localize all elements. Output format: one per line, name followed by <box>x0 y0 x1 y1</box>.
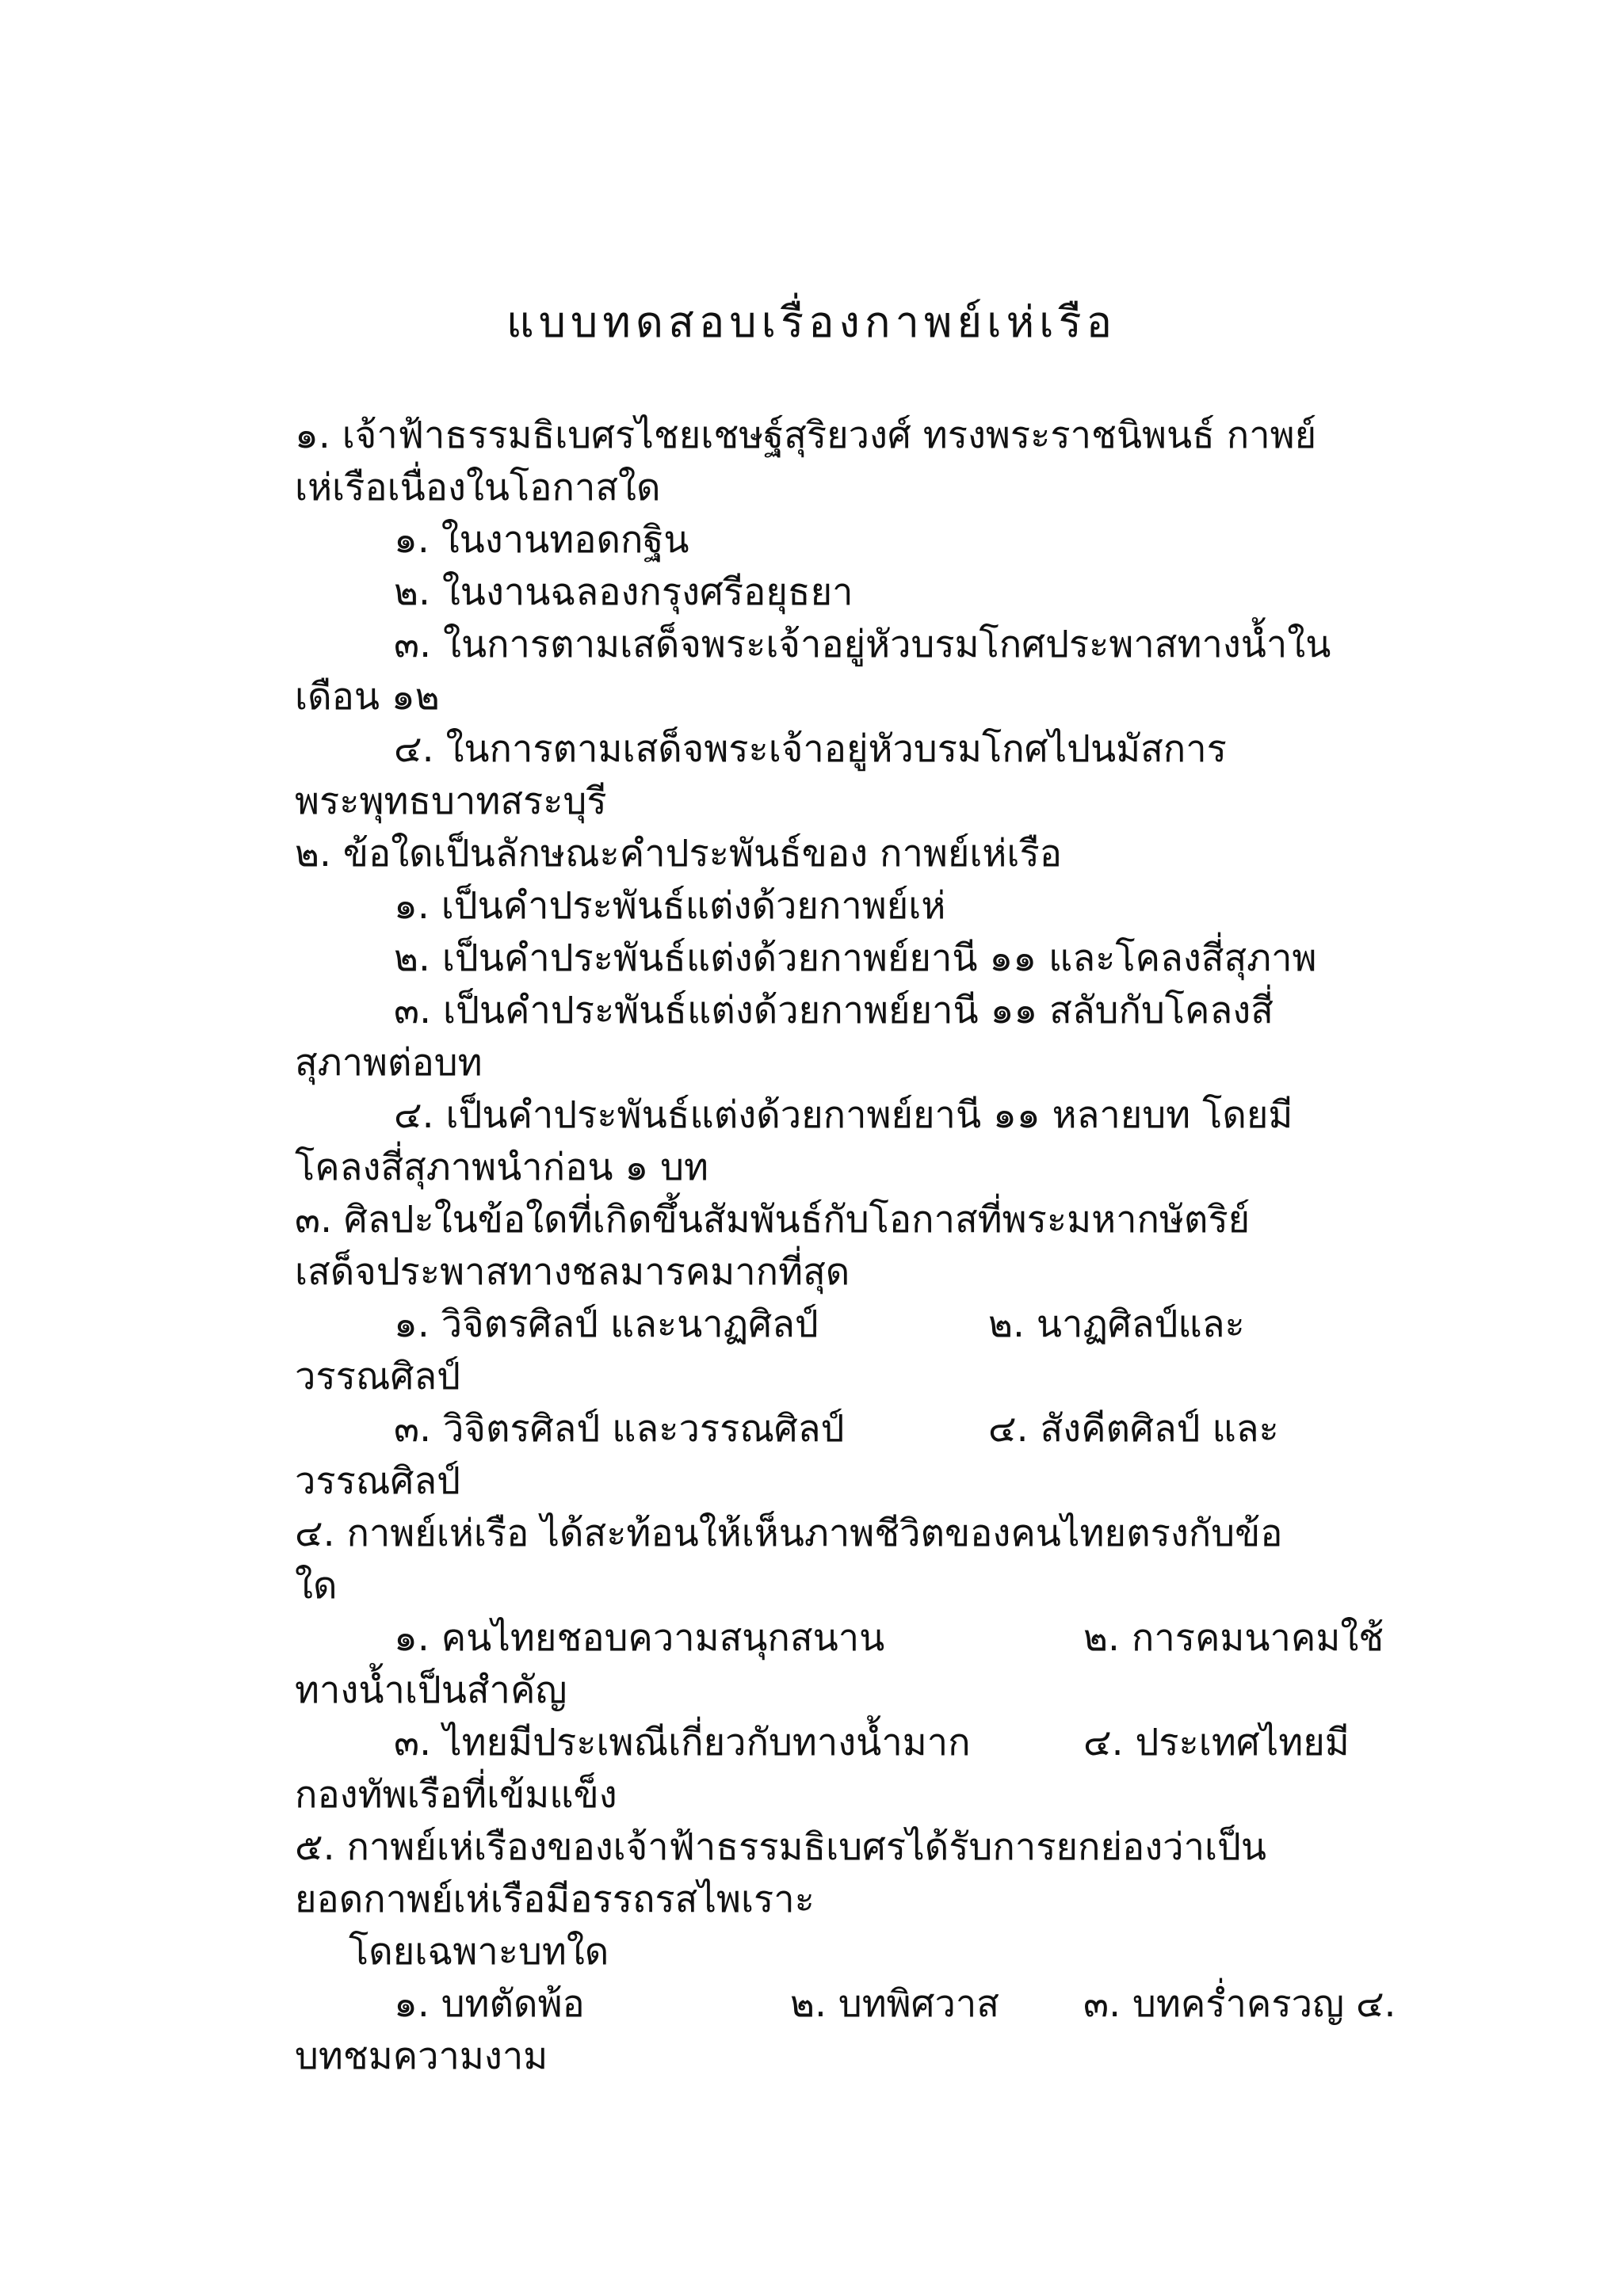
question-1-choice-3: ๓. ในการตามเสด็จพระเจ้าอยู่หัวบรมโกศประพาสทางน้ำใน <box>394 623 1331 666</box>
question-1-choice-1: ๑. ในงานทอดกฐิน <box>394 518 689 562</box>
question-3-choice-1: ๑. วิจิตรศิลป์ และนาฏศิลป์ <box>394 1302 819 1346</box>
question-4-choice-4-cont: กองทัพเรือที่เข้มแข็ง <box>295 1773 617 1817</box>
question-3-choice-4: ๔. สังคีตศิลป์ และ <box>988 1407 1279 1451</box>
question-1-choice-2: ๒. ในงานฉลองกรุงศรีอยุธยา <box>394 570 854 614</box>
question-1-text-cont: เห่เรือเนื่องในโอกาสใด <box>295 466 661 509</box>
question-4-choice-1: ๑. คนไทยชอบความสนุกสนาน <box>394 1616 885 1660</box>
question-5-text: ๕. กาพย์เห่เรืองของเจ้าฟ้าธรรมธิเบศรได้รับการยกย่องว่าเป็น <box>295 1825 1266 1869</box>
question-5-text-cont: ยอดกาพย์เห่เรือมีอรรถรสไพเราะ <box>295 1878 815 1921</box>
question-5-choice-3: ๓. บทคร่ำครวญ ๔. <box>1083 1982 1396 2026</box>
question-4-text-cont: ใด <box>295 1564 338 1608</box>
question-2-choice-2: ๒. เป็นคำประพันธ์แต่งด้วยกาพย์ยานี ๑๑ และโคลงสี่สุภาพ <box>394 936 1317 980</box>
question-4-choice-3: ๓. ไทยมีประเพณีเกี่ยวกับทางน้ำมาก <box>394 1721 971 1764</box>
question-4-choice-2-cont: ทางน้ำเป็นสำคัญ <box>295 1669 567 1712</box>
question-2-text: ๒. ข้อใดเป็นลักษณะคำประพันธ์ของ กาพย์เห่เรือ <box>295 832 1062 875</box>
question-3-choice-4-cont: วรรณศิลป์ <box>295 1459 460 1503</box>
question-5-choice-1: ๑. บทตัดพ้อ <box>394 1982 585 2026</box>
question-1-choice-3-cont: เดือน ๑๒ <box>295 675 440 719</box>
question-1-text: ๑. เจ้าฟ้าธรรมธิเบศรไชยเชษฐ์สุริยวงศ์ ทรงพระราชนิพนธ์ กาพย์ <box>295 414 1317 457</box>
question-4-choice-2: ๒. การคมนาคมใช้ <box>1083 1616 1384 1660</box>
question-3-choice-3: ๓. วิจิตรศิลป์ และวรรณศิลป์ <box>394 1407 845 1451</box>
page-title: แบบทดสอบเรื่องกาพย์เห่เรือ <box>506 297 1117 347</box>
question-3-choice-2-cont: วรรณศิลป์ <box>295 1355 460 1398</box>
question-2-choice-3-cont: สุภาพต่อบท <box>295 1041 483 1085</box>
question-3-choice-2: ๒. นาฏศิลป์และ <box>988 1302 1245 1346</box>
question-2-choice-4-cont: โคลงสี่สุภาพนำก่อน ๑ บท <box>295 1146 709 1189</box>
question-1-choice-4: ๔. ในการตามเสด็จพระเจ้าอยู่หัวบรมโกศไปนมัสการ <box>394 727 1227 771</box>
question-4-choice-4: ๔. ประเทศไทยมี <box>1083 1721 1350 1764</box>
question-4-text: ๔. กาพย์เห่เรือ ได้สะท้อนให้เห็นภาพชีวิตของคนไทยตรงกับข้อ <box>295 1512 1283 1555</box>
question-5-choice-2: ๒. บทพิศวาส <box>790 1982 999 2026</box>
question-5-choice-4-cont: บทชมความงาม <box>295 2035 548 2078</box>
question-3-text-cont: เสด็จประพาสทางชลมารคมากที่สุด <box>295 1250 850 1294</box>
question-3-text: ๓. ศิลปะในข้อใดที่เกิดขึ้นสัมพันธ์กับโอกาสที่พระมหากษัตริย์ <box>295 1198 1251 1241</box>
question-2-choice-4: ๔. เป็นคำประพันธ์แต่งด้วยกาพย์ยานี ๑๑ หลายบท โดยมี <box>394 1093 1293 1137</box>
question-2-choice-3: ๓. เป็นคำประพันธ์แต่งด้วยกาพย์ยานี ๑๑ สลับกับโคลงสี่ <box>394 989 1274 1032</box>
question-2-choice-1: ๑. เป็นคำประพันธ์แต่งด้วยกาพย์เห่ <box>394 884 946 928</box>
question-1-choice-4-cont: พระพุทธบาทสระบุรี <box>295 780 607 823</box>
question-5-text-cont-2: โดยเฉพาะบทใด <box>349 1930 609 1974</box>
